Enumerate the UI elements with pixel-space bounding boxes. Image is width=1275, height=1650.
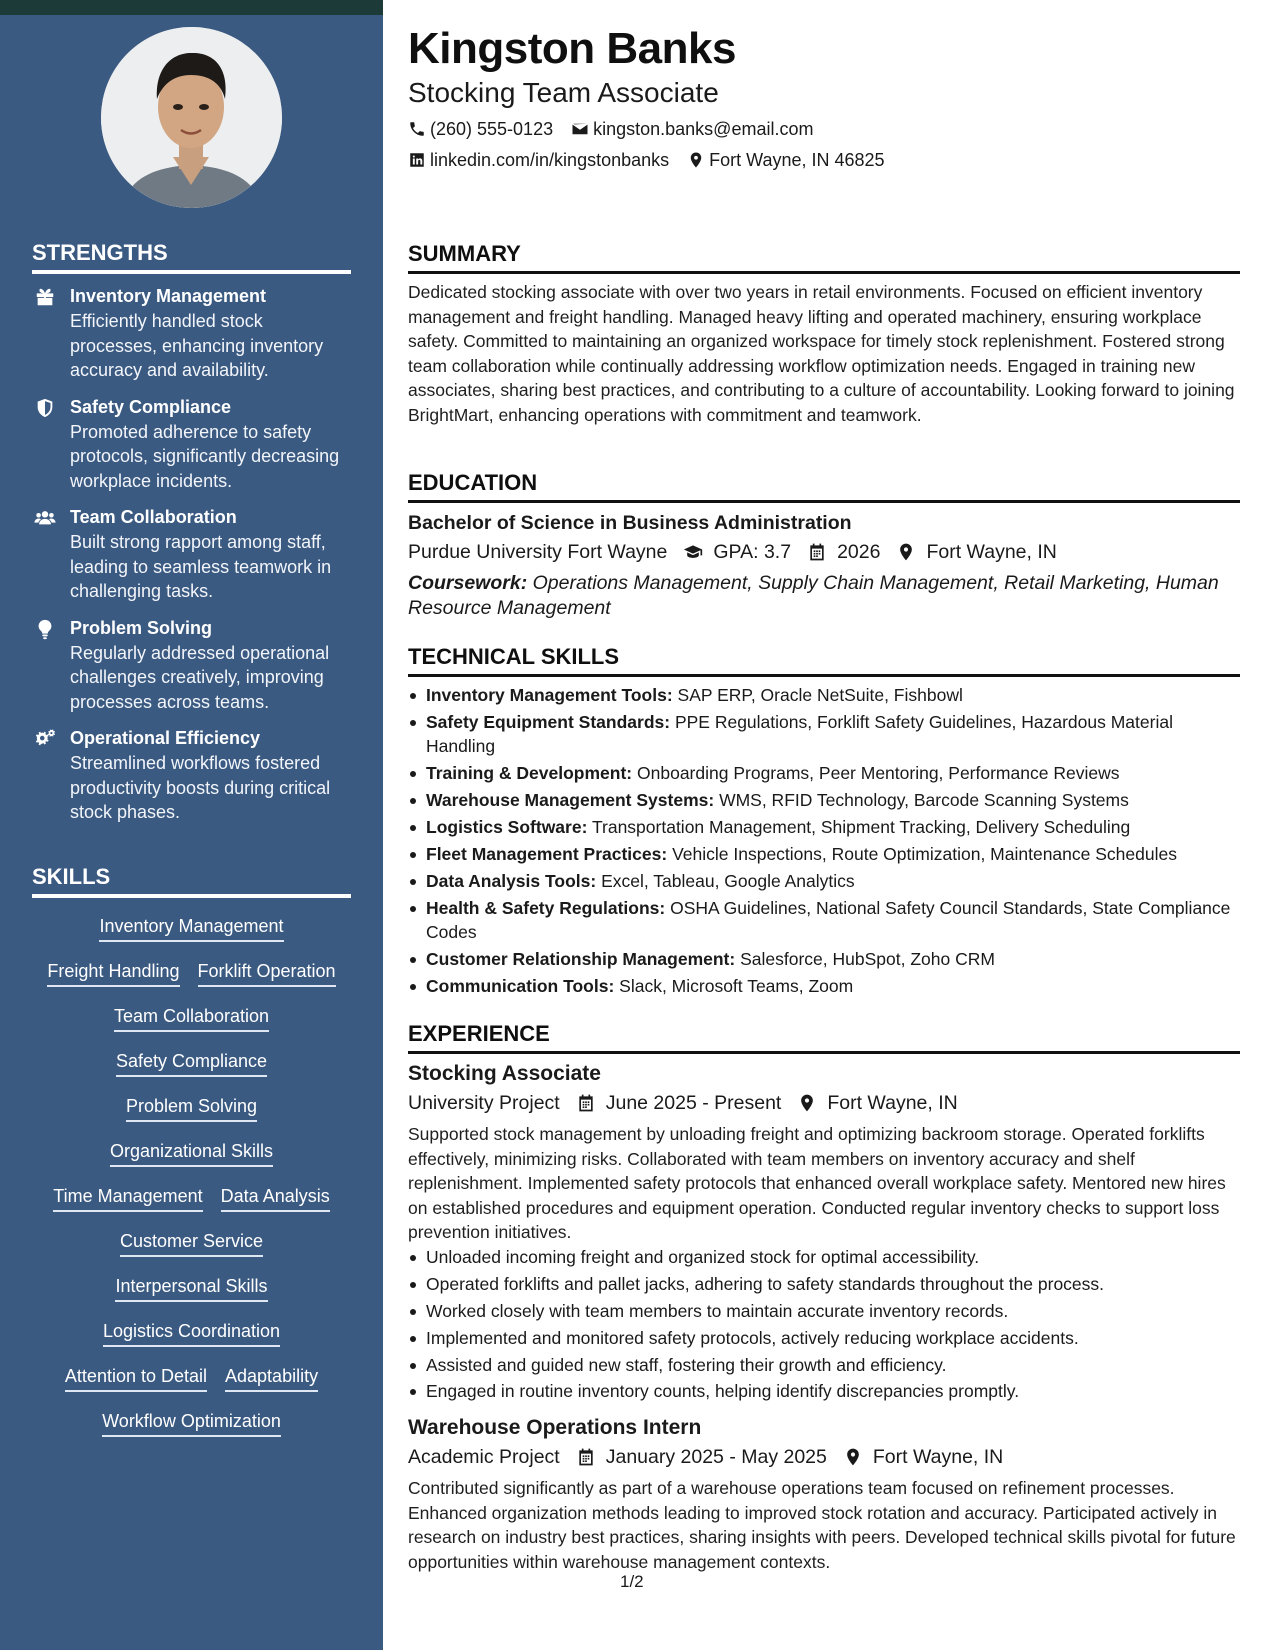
- map-pin-icon: [843, 1447, 863, 1467]
- education-meta: [408, 537, 1240, 567]
- job-bullets: [408, 1245, 1240, 1404]
- coursework-list: Operations Management, Supply Chain Management, Retail Marketing, Human Resource Management: [408, 572, 1219, 619]
- job-bullet: Worked closely with team members to maintain accurate inventory records.: [408, 1299, 1240, 1324]
- skill-row: [32, 906, 351, 951]
- experience-section: [408, 1020, 1240, 1574]
- strength-item: [32, 616, 351, 715]
- skill-chip: Interpersonal Skills: [115, 1276, 267, 1302]
- job-title: Stocking Associate: [408, 1062, 601, 1085]
- technical-skills-list: [408, 683, 1240, 999]
- skill-category: Communication Tools:: [426, 976, 615, 997]
- linkedin-text: linkedin.com/in/kingstonbanks: [430, 149, 670, 170]
- page-number: 1/2: [620, 1572, 644, 1591]
- degree-title: Bachelor of Science in Business Administration: [408, 512, 852, 534]
- map-pin-icon: [896, 542, 916, 562]
- strengths-heading: STRENGTHS: [32, 240, 351, 274]
- school-name: Purdue University Fort Wayne: [408, 541, 668, 563]
- lightbulb-icon: [32, 616, 58, 715]
- strengths-section: [32, 240, 351, 825]
- strength-desc: Regularly addressed operational challenges creatively, improving processes across teams.: [70, 642, 330, 712]
- job-org: Academic Project: [408, 1446, 560, 1469]
- skill-row: [32, 1401, 351, 1446]
- technical-skills-section: [408, 643, 1240, 1001]
- job-bullet: Operated forklifts and pallet jacks, adhering to safety standards throughout the process.: [408, 1272, 1240, 1297]
- job-meta: [408, 1088, 1240, 1118]
- location-contact: [687, 150, 884, 171]
- candidate-role: Stocking Team Associate: [408, 77, 719, 108]
- skill-category: Safety Equipment Standards:: [426, 711, 671, 732]
- envelope-icon: [571, 120, 589, 138]
- gears-icon: [32, 726, 58, 825]
- education-heading: EDUCATION: [408, 469, 1240, 503]
- graduation-cap-icon: [683, 542, 703, 562]
- strength-item: [32, 505, 351, 604]
- job-entry: [408, 1414, 1240, 1574]
- skill-row: [32, 951, 351, 996]
- skill-category: Warehouse Management Systems:: [426, 790, 715, 811]
- technical-skill-item: [408, 710, 1240, 759]
- map-pin-icon: [687, 151, 705, 169]
- skill-chip: Organizational Skills: [110, 1141, 273, 1167]
- skill-row: [32, 1266, 351, 1311]
- summary-heading: SUMMARY: [408, 240, 1240, 274]
- calendar-icon: [576, 1447, 596, 1467]
- sidebar-top-bar: [0, 0, 383, 15]
- strength-title: Operational Efficiency: [70, 728, 261, 748]
- skill-chip: Time Management: [53, 1186, 202, 1212]
- phone-icon: [408, 120, 426, 138]
- skill-category: Customer Relationship Management:: [426, 949, 736, 970]
- skill-category: Logistics Software:: [426, 817, 588, 838]
- strength-desc: Promoted adherence to safety protocols, significantly decreasing workplace incidents.: [70, 421, 340, 491]
- strength-desc: Built strong rapport among staff, leading to seamless teamwork in challenging tasks.: [70, 532, 332, 601]
- skill-chip: Safety Compliance: [116, 1051, 267, 1077]
- skills-list: [32, 906, 351, 1446]
- job-location: Fort Wayne, IN: [827, 1092, 958, 1114]
- technical-skill-item: [408, 974, 1240, 999]
- skill-values: Slack, Microsoft Teams, Zoom: [619, 976, 854, 997]
- skill-row: [32, 1131, 351, 1176]
- sidebar: [0, 0, 383, 1650]
- skill-values: OSHA Guidelines, National Safety Council Standards, State Compliance Codes: [426, 897, 1231, 943]
- shield-icon: [32, 395, 58, 494]
- skill-chip: Workflow Optimization: [102, 1411, 281, 1437]
- skill-values: PPE Regulations, Forklift Safety Guidelines, Hazardous Material Handling: [426, 711, 1173, 757]
- location-text: Fort Wayne, IN 46825: [709, 149, 885, 170]
- map-pin-icon: [797, 1093, 817, 1113]
- technical-skill-item: [408, 761, 1240, 786]
- skill-row: [32, 1086, 351, 1131]
- skill-chip: Problem Solving: [126, 1096, 257, 1122]
- resume-header: [408, 22, 1240, 173]
- experience-heading: EXPERIENCE: [408, 1020, 1240, 1054]
- phone-text: (260) 555-0123: [430, 118, 554, 139]
- strength-title: Inventory Management: [70, 286, 267, 306]
- coursework: [408, 571, 1240, 620]
- job-dates: June 2025 - Present: [605, 1092, 782, 1114]
- skill-category: Health & Safety Regulations:: [426, 897, 666, 918]
- skill-chip: Adaptability: [225, 1366, 318, 1392]
- job-bullet: Assisted and guided new staff, fostering their growth and efficiency.: [408, 1353, 1240, 1378]
- gift-icon: [32, 284, 58, 383]
- education-section: [408, 469, 1240, 620]
- skill-row: [32, 996, 351, 1041]
- users-icon: [32, 505, 58, 604]
- technical-skill-item: [408, 896, 1240, 945]
- skill-row: [32, 1041, 351, 1086]
- skill-category: Training & Development:: [426, 763, 633, 784]
- job-title: Warehouse Operations Intern: [408, 1416, 702, 1440]
- skill-chip: Data Analysis: [221, 1186, 330, 1212]
- coursework-label: Coursework:: [408, 572, 528, 594]
- calendar-icon: [807, 542, 827, 562]
- avatar: [101, 27, 282, 208]
- job-dates: January 2025 - May 2025: [605, 1446, 827, 1469]
- technical-skill-item: [408, 683, 1240, 708]
- email-text: kingston.banks@email.com: [593, 118, 814, 139]
- technical-skill-item: [408, 815, 1240, 840]
- skill-category: Fleet Management Practices:: [426, 844, 668, 865]
- job-location: Fort Wayne, IN: [872, 1446, 1004, 1469]
- skill-row: [32, 1311, 351, 1356]
- technical-skill-item: [408, 869, 1240, 894]
- job-summary: Contributed significantly as part of a warehouse operations team focused on refinement processes. Enhanced organization methods leading to improved stock rotation and accuracy. Participated actively in research on industry best practices, sharing insights with peers. Developed technical skills pivotal for future opportunities within warehouse management contexts.: [408, 1478, 1236, 1572]
- graduation-year: 2026: [837, 541, 881, 563]
- strength-desc: Streamlined workflows fostered productivity boosts during critical stock phases.: [70, 753, 331, 822]
- skill-chip: Customer Service: [120, 1231, 263, 1257]
- education-location: Fort Wayne, IN: [926, 541, 1057, 563]
- technical-skill-item: [408, 947, 1240, 972]
- job-summary: Supported stock management by unloading freight and optimizing backroom storage. Operated forklifts effectively, minimizing risks. Collaborated with team members on inventory accuracy and shelf replenishment. Implemented safety protocols that enhanced overall workplace safety. Mentored new hires on established procedures and equipment operation. Conducted regular inventory checks to support loss prevention initiatives.: [408, 1124, 1226, 1243]
- skill-values: Onboarding Programs, Peer Mentoring, Performance Reviews: [637, 763, 1120, 784]
- strength-title: Problem Solving: [70, 617, 213, 638]
- skill-values: WMS, RFID Technology, Barcode Scanning Systems: [719, 790, 1129, 811]
- phone-contact[interactable]: [408, 119, 553, 140]
- strength-title: Team Collaboration: [70, 507, 237, 527]
- contact-row: [408, 116, 1240, 142]
- skill-chip: Inventory Management: [99, 916, 283, 942]
- skill-values: Excel, Tableau, Google Analytics: [601, 870, 855, 891]
- skill-chip: Attention to Detail: [65, 1366, 207, 1392]
- technical-skill-item: [408, 788, 1240, 813]
- strength-item: [32, 395, 351, 494]
- contact-row: [408, 147, 1240, 173]
- job-org: University Project: [408, 1092, 560, 1114]
- strength-desc: Efficiently handled stock processes, enhancing inventory accuracy and availability.: [70, 311, 324, 380]
- summary-text: Dedicated stocking associate with over two years in retail environments. Focused on efficient inventory management and freight handling. Managed heavy lifting and operated machinery, ensuring workplace safety. Committed to maintaining an organized workspace for timely stock replenishment. Fostered strong team collaboration while continually addressing workflow optimization needs. Engaged in training new associates, sharing best practices, and contributing to a culture of accountability. Looking forward to joining BrightMart, enhancing operations with commitment and teamwork.: [408, 282, 1235, 425]
- technical-skill-item: [408, 842, 1240, 867]
- candidate-name: Kingston Banks: [408, 24, 736, 73]
- skill-values: Vehicle Inspections, Route Optimization, Maintenance Schedules: [672, 844, 1177, 865]
- skill-chip: Team Collaboration: [114, 1006, 269, 1032]
- skill-chip: Freight Handling: [47, 961, 179, 987]
- skills-section: [32, 864, 351, 1446]
- gpa-text: GPA: 3.7: [713, 541, 792, 563]
- skill-values: SAP ERP, Oracle NetSuite, Fishbowl: [677, 685, 963, 705]
- linkedin-contact[interactable]: [408, 150, 669, 171]
- strength-item: [32, 284, 351, 383]
- job-bullet: Unloaded incoming freight and organized stock for optimal accessibility.: [408, 1245, 1240, 1270]
- linkedin-icon: [408, 151, 426, 169]
- summary-section: [408, 240, 1240, 428]
- skill-category: Inventory Management Tools:: [426, 685, 673, 705]
- job-entry: [408, 1060, 1240, 1404]
- skill-chip: Forklift Operation: [198, 961, 336, 987]
- job-meta: [408, 1442, 1240, 1472]
- skill-row: [32, 1221, 351, 1266]
- job-bullet: Engaged in routine inventory counts, helping identify discrepancies promptly.: [408, 1379, 1240, 1404]
- strength-title: Safety Compliance: [70, 396, 232, 417]
- skill-values: Salesforce, HubSpot, Zoho CRM: [740, 949, 995, 970]
- technical-skills-heading: TECHNICAL SKILLS: [408, 643, 1240, 677]
- skill-values: Transportation Management, Shipment Tracking, Delivery Scheduling: [591, 817, 1131, 838]
- skill-chip: Logistics Coordination: [103, 1321, 280, 1347]
- skill-category: Data Analysis Tools:: [426, 870, 597, 891]
- skill-row: [32, 1176, 351, 1221]
- strength-item: [32, 726, 351, 825]
- job-bullet: Implemented and monitored safety protocols, actively reducing workplace accidents.: [408, 1326, 1240, 1351]
- skill-row: [32, 1356, 351, 1401]
- email-contact[interactable]: [571, 119, 813, 140]
- calendar-icon: [576, 1093, 596, 1113]
- skills-heading: SKILLS: [32, 864, 351, 898]
